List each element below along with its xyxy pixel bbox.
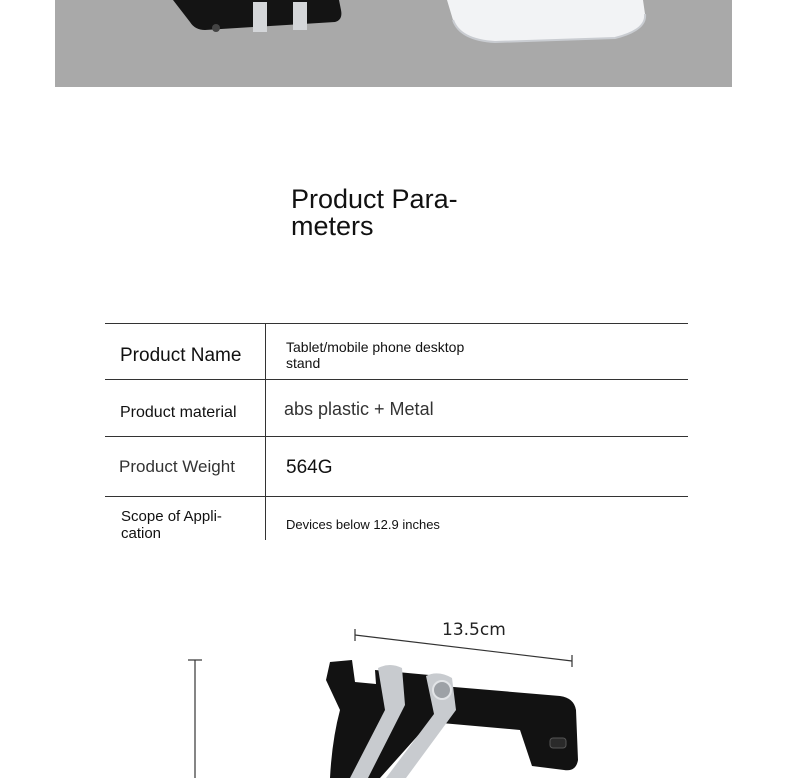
- row-label-scope: [121, 508, 222, 542]
- stand-photo-graphic: [55, 0, 732, 87]
- value-line: stand: [286, 355, 321, 371]
- table-rule: [105, 323, 688, 324]
- row-label-product-name: Product Name: [120, 345, 242, 366]
- parameters-table: [105, 323, 688, 541]
- row-value-product-weight: 564G: [286, 457, 333, 478]
- row-label-product-weight: Product Weight: [119, 457, 235, 476]
- stand-dimension-graphic: [180, 610, 600, 778]
- table-rule: [105, 496, 688, 497]
- table-rule: [105, 436, 688, 437]
- label-line: cation: [121, 525, 162, 542]
- dimension-figure: [180, 610, 600, 778]
- row-value-product-name: [286, 339, 464, 371]
- page-title: [291, 186, 501, 240]
- title-line-1: Product Para-: [291, 184, 458, 214]
- row-label-product-material: Product material: [120, 404, 237, 421]
- row-value-product-material: abs plastic + Metal: [284, 399, 434, 419]
- table-rule: [105, 379, 688, 380]
- label-line: Scope of Appli-: [121, 508, 222, 525]
- column-divider: [265, 323, 266, 540]
- top-product-photo: [55, 0, 732, 87]
- width-dimension-label: 13.5cm: [442, 620, 506, 640]
- title-line-2: meters: [291, 211, 374, 241]
- row-value-scope: Devices below 12.9 inches: [286, 517, 440, 532]
- value-line: Tablet/mobile phone desktop: [286, 339, 465, 355]
